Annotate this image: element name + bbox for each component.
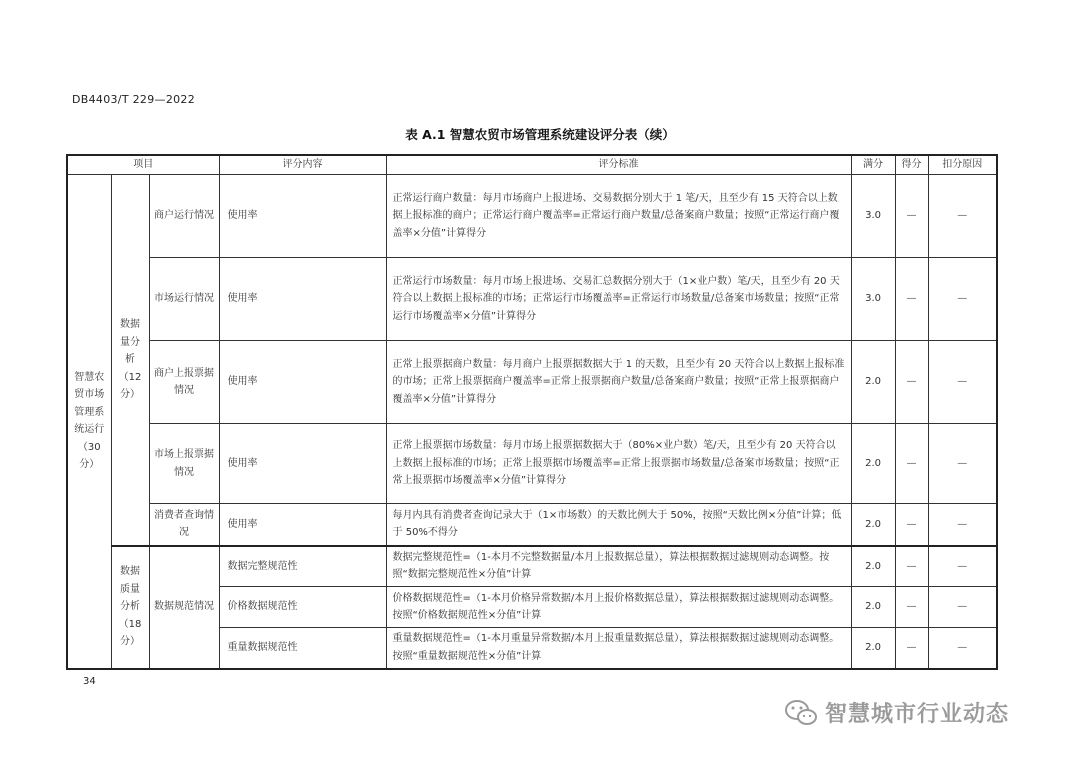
row-standard: 正常上报票据商户数量：每月商户上报票据数据大于 1 的天数，且至少有 20 天符合以上数据上报标准的市场；正常上报票据商户覆盖率=正常上报票据商户数量/总备案商户数量；按照“正常上报票据商户覆盖率×分值”计算得分 (386, 341, 851, 424)
row-full-score: 2.0 (851, 504, 895, 546)
watermark (783, 697, 1009, 728)
row-content: 使用率 (219, 504, 386, 546)
header-standard: 评分标准 (386, 155, 851, 175)
row-standard: 价格数据规范性=（1-本月价格异常数据/本月上报价格数据总量），算法根据数据过滤规则动态调整。按照“价格数据规范性×分值”计算 (386, 587, 851, 628)
header-item: 项目 (67, 155, 219, 175)
table-row (67, 258, 997, 341)
row-score: — (895, 258, 928, 341)
row-standard: 正常上报票据市场数量：每月市场上报票据数据大于（80%×业户数）笔/天，且至少有 20 天符合以上数据上报标准的市场；正常上报票据市场覆盖率=正常上报票据市场数量/总备案市场数量；按照“正常上报票据市场覆盖率×分值”计算得分 (386, 424, 851, 504)
row-deduction: — (928, 258, 997, 341)
row-deduction: — (928, 546, 997, 587)
row-full-score: 3.0 (851, 258, 895, 341)
row-standard: 每月内具有消费者查询记录大于（1×市场数）的天数比例大于 50%，按照“天数比例×分值”计算；低于 50%不得分 (386, 504, 851, 546)
row-item: 商户运行情况 (149, 175, 219, 258)
row-deduction: — (928, 504, 997, 546)
table-row (67, 175, 997, 258)
scoring-table (66, 154, 998, 670)
row-content: 重量数据规范性 (219, 628, 386, 669)
row-item: 商户上报票据情况 (149, 341, 219, 424)
row-content: 使用率 (219, 341, 386, 424)
row-standard: 重量数据规范性=（1-本月重量异常数据/本月上报重量数据总量），算法根据数据过滤规则动态调整。按照“重量数据规范性×分值”计算 (386, 628, 851, 669)
row-item: 市场运行情况 (149, 258, 219, 341)
header-full-score: 满分 (851, 155, 895, 175)
row-content: 价格数据规范性 (219, 587, 386, 628)
row-deduction: — (928, 341, 997, 424)
row-standard: 正常运行商户数量：每月市场商户上报进场、交易数据分别大于 1 笔/天，且至少有 15 天符合以上数据上报标准的商户；正常运行商户覆盖率=正常运行商户数量/总备案商户数量；按照“正常运行商户覆盖率×分值”计算得分 (386, 175, 851, 258)
row-full-score: 2.0 (851, 341, 895, 424)
row-deduction: — (928, 587, 997, 628)
row-score: — (895, 341, 928, 424)
row-item: 数据规范情况 (149, 546, 219, 669)
document-number: DB4403/T 229—2022 (72, 93, 196, 106)
row-score: — (895, 424, 928, 504)
table-title: 表 A.1 智慧农贸市场管理系统建设评分表（续） (405, 127, 675, 142)
subgroup-label-data-quality: 数据质量分析（18分） (111, 546, 149, 669)
row-score: — (895, 628, 928, 669)
watermark-text: 智慧城市行业动态 (825, 702, 1010, 727)
table-row (67, 424, 997, 504)
row-content: 数据完整规范性 (219, 546, 386, 587)
row-deduction: — (928, 628, 997, 669)
row-full-score: 2.0 (851, 587, 895, 628)
header-content: 评分内容 (219, 155, 386, 175)
subgroup-label-data-volume: 数据量分析（12分） (111, 175, 149, 546)
row-full-score: 2.0 (851, 546, 895, 587)
header-deduction: 扣分原因 (928, 155, 997, 175)
row-item: 消费者查询情况 (149, 504, 219, 546)
row-item: 市场上报票据情况 (149, 424, 219, 504)
row-deduction: — (928, 424, 997, 504)
row-score: — (895, 587, 928, 628)
row-content: 使用率 (219, 258, 386, 341)
row-deduction: — (928, 175, 997, 258)
table-header-row (67, 155, 997, 175)
table-row (67, 546, 997, 587)
header-score: 得分 (895, 155, 928, 175)
group-label: 智慧农贸市场管理系统运行（30分） (67, 175, 111, 669)
row-content: 使用率 (219, 175, 386, 258)
row-score: — (895, 175, 928, 258)
row-standard: 数据完整规范性=（1-本月不完整数据量/本月上报数据总量），算法根据数据过滤规则动态调整。按照“数据完整规范性×分值”计算 (386, 546, 851, 587)
row-full-score: 2.0 (851, 424, 895, 504)
row-score: — (895, 504, 928, 546)
row-full-score: 3.0 (851, 175, 895, 258)
table-row (67, 504, 997, 546)
row-score: — (895, 546, 928, 587)
table-row (67, 341, 997, 424)
row-content: 使用率 (219, 424, 386, 504)
row-full-score: 2.0 (851, 628, 895, 669)
wechat-icon (783, 698, 819, 728)
page-number: 34 (83, 676, 96, 687)
row-standard: 正常运行市场数量：每月市场上报进场、交易汇总数据分别大于（1×业户数）笔/天，且至少有 20 天符合以上数据上报标准的市场；正常运行市场覆盖率=正常运行市场数量/总备案市场数量；按照“正常运行市场覆盖率×分值”计算得分 (386, 258, 851, 341)
